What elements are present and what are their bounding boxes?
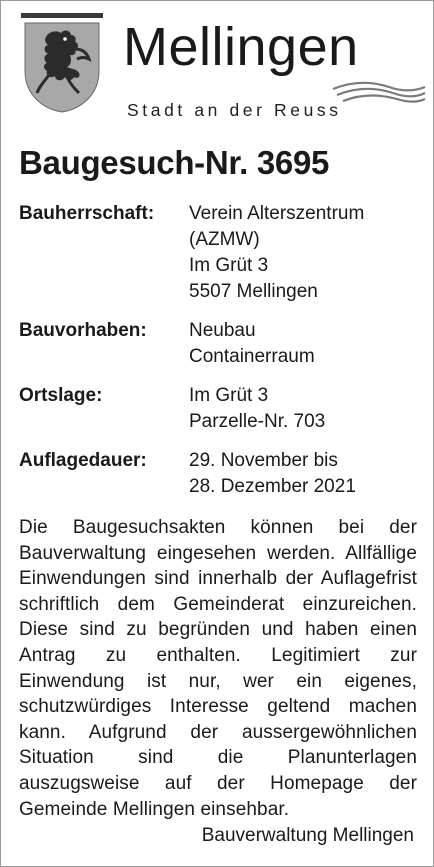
town-name: Mellingen <box>123 17 359 77</box>
detail-label: Bauvorhaben: <box>19 320 147 341</box>
detail-values <box>189 383 325 435</box>
detail-line: 29. November bis <box>189 450 338 471</box>
detail-row-ortslage <box>19 383 419 435</box>
town-tagline: Stadt an der Reuss <box>127 100 342 120</box>
detail-line: (AZMW) <box>189 229 260 250</box>
detail-line: 28. Dezember 2021 <box>189 476 356 497</box>
lion-coat-of-arms-icon <box>19 13 105 113</box>
notice-body: Die Baugesuchsakten können bei der Bauverwaltung eingesehen werden. Allfällige Einwendungen sind innerhalb der Auflagefrist schriftlich dem Gemeinderat einzureichen. Diese sind zu begründen und haben einen Antrag zu enthalten. Legitimiert zur Einwendung ist nur, wer ein eigenes, schutzwürdiges Interesse geltend machen kann. Aufgrund der aussergewöhnlichen Situation sind die Planunterlagen auszugsweise auf der Homepage der Gemeinde Mellingen einsehbar. <box>19 517 417 820</box>
detail-label: Bauherrschaft: <box>19 203 155 224</box>
detail-line: Im Grüt 3 <box>189 385 269 406</box>
detail-line: Im Grüt 3 <box>189 255 269 276</box>
detail-values <box>189 201 364 305</box>
notice-details <box>19 201 419 513</box>
detail-line: Parzelle-Nr. 703 <box>189 411 326 432</box>
notice-title: Baugesuch-Nr. 3695 <box>19 144 330 181</box>
header <box>1 1 434 131</box>
detail-row-bauvorhaben <box>19 318 419 370</box>
river-waves-icon <box>331 79 427 109</box>
detail-line: Containerraum <box>189 346 315 367</box>
signature: Bauverwaltung Mellingen <box>201 825 414 846</box>
detail-values <box>189 448 356 500</box>
detail-row-auflagedauer <box>19 448 419 500</box>
detail-label: Auflagedauer: <box>19 450 147 471</box>
detail-values <box>189 318 315 370</box>
detail-line: 5507 Mellingen <box>189 281 318 302</box>
detail-label: Ortslage: <box>19 385 103 406</box>
detail-line: Neubau <box>189 320 256 341</box>
detail-row-bauherrschaft <box>19 201 419 305</box>
detail-line: Verein Alterszentrum <box>189 203 365 224</box>
